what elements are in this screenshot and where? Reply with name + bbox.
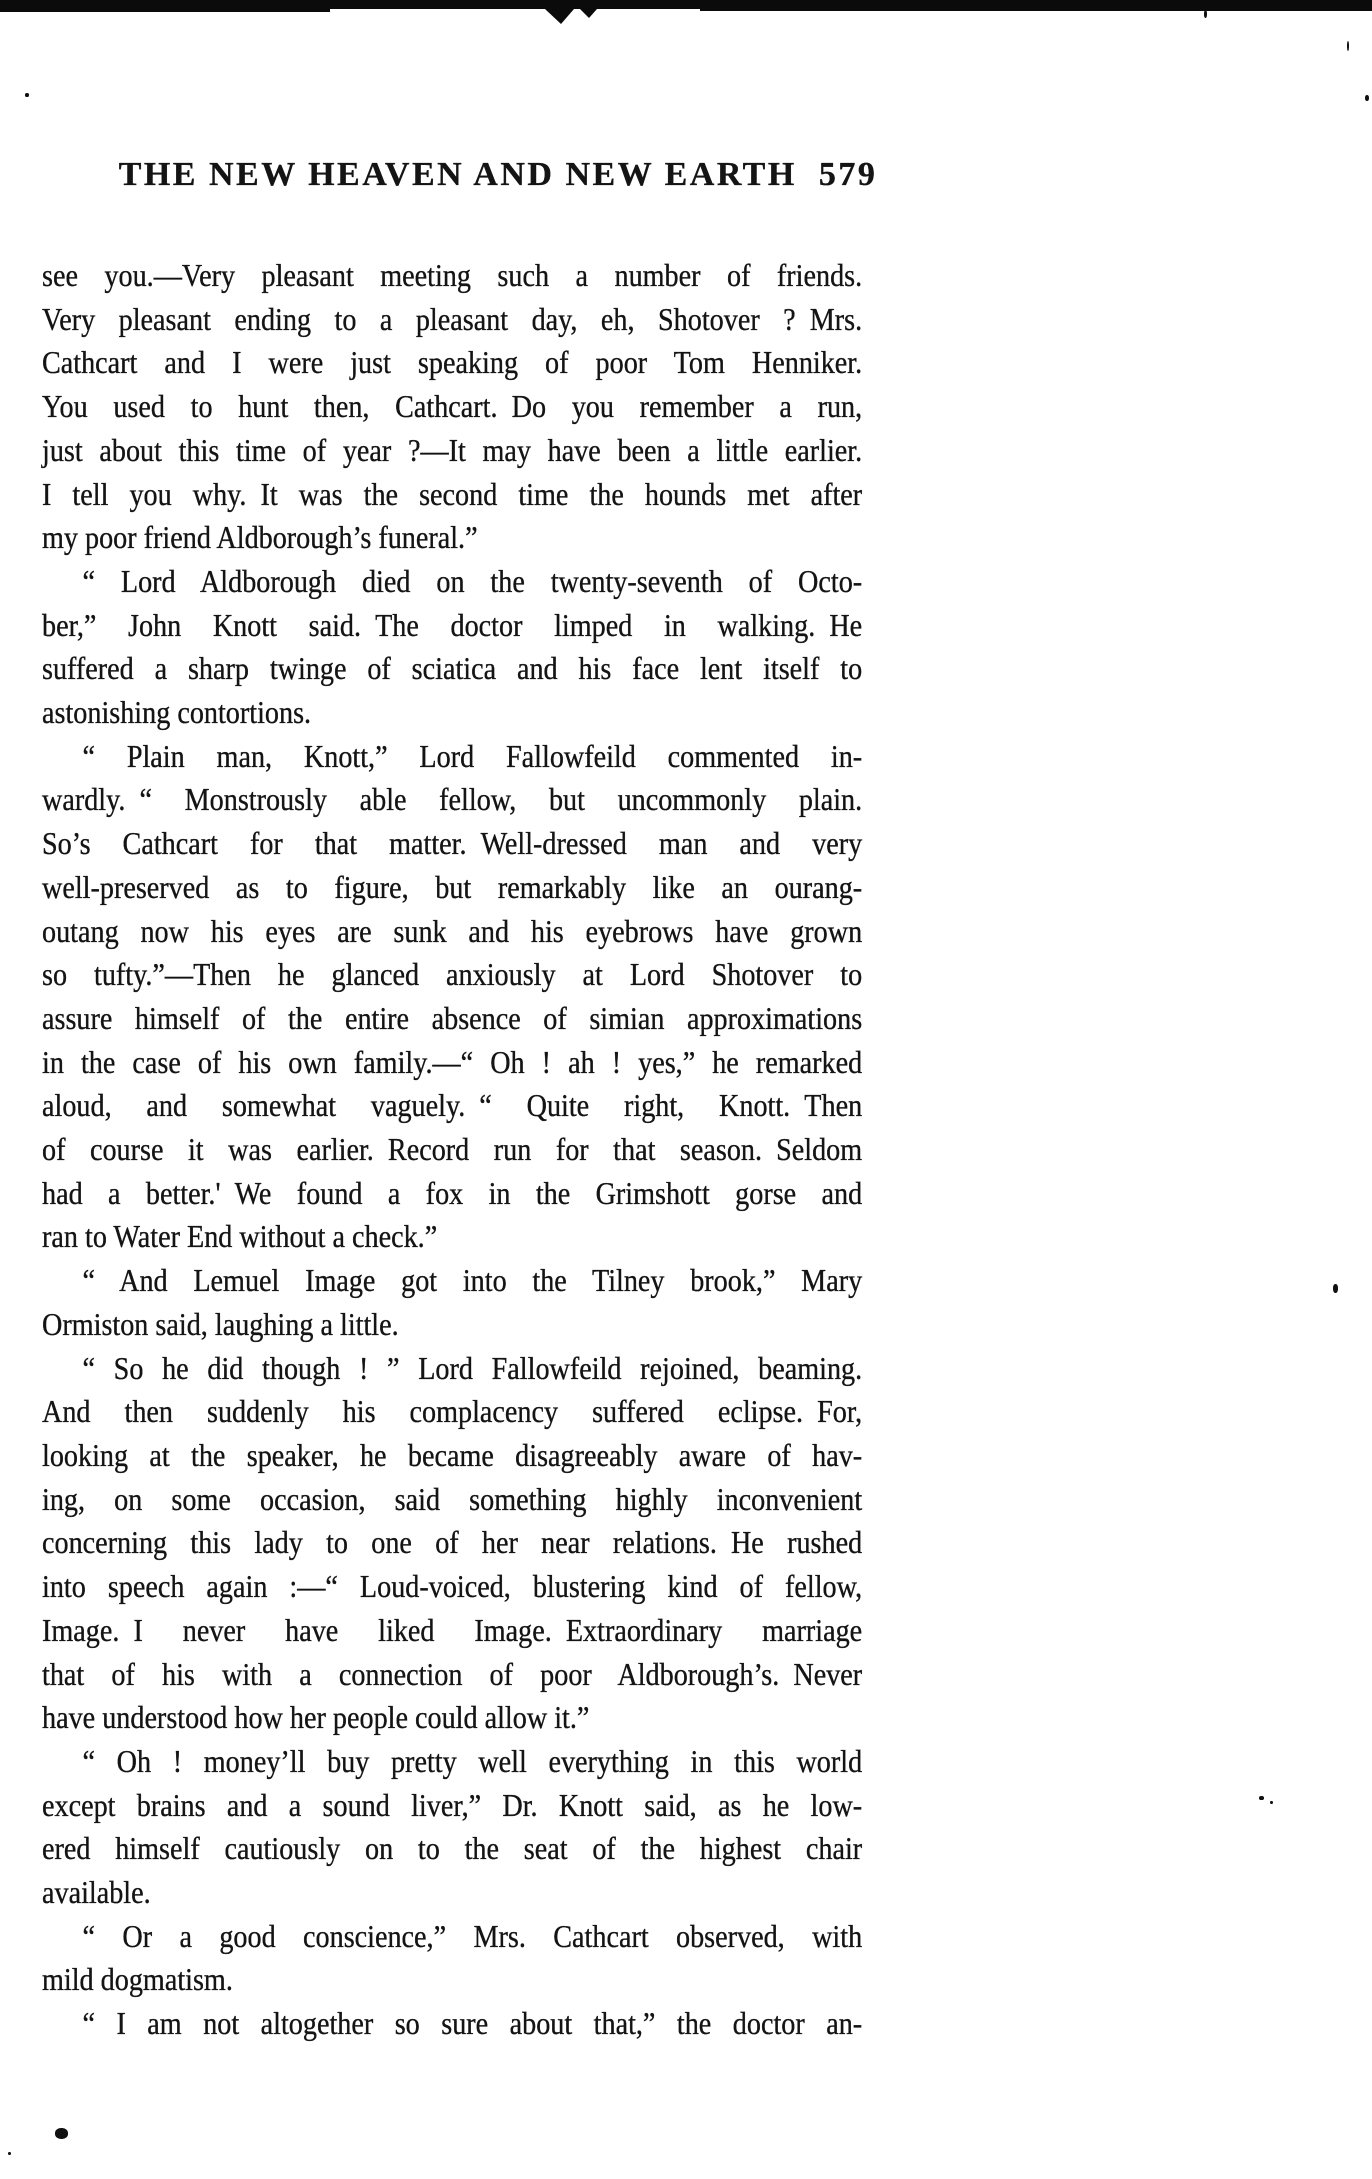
text-line: astonishing contortions. xyxy=(42,694,312,731)
scan-edge-artifact xyxy=(0,0,1372,9)
text-line: so tufty.”—Then he glanced anxiously at Lord Shotover to xyxy=(42,956,863,993)
text-line: So’s Cathcart for that matter. Well-dressed man and very xyxy=(42,825,863,862)
text-line: available. xyxy=(42,1874,151,1911)
text-line: “ So he did though ! ” Lord Fallowfeild rejoined, beaming. xyxy=(82,1349,863,1386)
text-line: “ Lord Aldborough died on the twenty-seventh of Octo- xyxy=(82,562,863,599)
text-line: Ormiston said, laughing a little. xyxy=(42,1305,399,1342)
text-line: just about this time of year ?—It may have been a little earlier. xyxy=(42,431,863,468)
ink-speck xyxy=(1270,1801,1273,1804)
text-line: wardly. “ Monstrously able fellow, but uncommonly plain. xyxy=(42,781,863,818)
text-line: “ Plain man, Knott,” Lord Fallowfeild commented in- xyxy=(82,737,863,774)
text-line: that of his with a connection of poor Aldborough’s. Never xyxy=(42,1655,863,1692)
running-title: THE NEW HEAVEN AND NEW EARTH xyxy=(118,156,797,193)
text-line: assure himself of the entire absence of simian approximations xyxy=(42,999,863,1036)
page-body xyxy=(42,254,862,2046)
ink-speck xyxy=(1365,95,1369,101)
text-line: in the case of his own family.—“ Oh ! ah ! yes,” he remarked xyxy=(42,1043,863,1080)
text-line: mild dogmatism. xyxy=(42,1961,233,1998)
scan-edge-artifact xyxy=(545,9,574,24)
text-line: of course it was earlier. Record run for that season. Seldom xyxy=(42,1131,863,1168)
text-line: into speech again :—“ Loud-voiced, blustering kind of fellow, xyxy=(42,1568,863,1605)
text-line: my poor friend Aldborough’s funeral.” xyxy=(42,519,478,556)
scan-edge-artifact xyxy=(0,9,330,12)
text-line: I tell you why. It was the second time the hounds met after xyxy=(42,475,863,512)
text-line: had a better.' We found a fox in the Grimshott gorse and xyxy=(42,1174,863,1211)
text-line: ran to Water End without a check.” xyxy=(42,1218,438,1255)
text-line: suffered a sharp twinge of sciatica and his face lent itself to xyxy=(42,650,863,687)
text-line: “ Oh ! money’ll buy pretty well everything in this world xyxy=(82,1742,863,1779)
text-line: see you.—Very pleasant meeting such a number of friends. xyxy=(42,257,863,293)
page-number: 579 xyxy=(818,156,878,193)
ink-speck xyxy=(1333,1284,1338,1293)
ink-speck xyxy=(1204,10,1207,18)
text-line: And then suddenly his complacency suffered eclipse. For, xyxy=(42,1393,863,1430)
text-line: “ And Lemuel Image got into the Tilney brook,” Mary xyxy=(82,1262,863,1299)
ink-speck xyxy=(55,2128,68,2139)
text-line: outang now his eyes are sunk and his eyebrows have grown xyxy=(42,912,863,949)
text-line: ber,” John Knott said. The doctor limped in walking. He xyxy=(42,606,863,643)
text-line: “ Or a good conscience,” Mrs. Cathcart observed, with xyxy=(82,1917,863,1954)
ink-speck xyxy=(1259,1796,1264,1800)
text-line: You used to hunt then, Cathcart. Do you remember a run, xyxy=(42,388,863,425)
text-line: Very pleasant ending to a pleasant day, eh, Shotover ? Mrs. xyxy=(42,300,863,337)
text-line: concerning this lady to one of her near relations. He rushed xyxy=(42,1524,863,1561)
text-line: aloud, and somewhat vaguely. “ Quite right, Knott. Then xyxy=(42,1087,863,1124)
scan-edge-artifact xyxy=(580,9,597,18)
ink-speck xyxy=(1347,41,1349,51)
text-line: Image. I never have liked Image. Extraordinary marriage xyxy=(42,1611,863,1648)
text-line: have understood how her people could allow it.” xyxy=(42,1699,590,1736)
ink-speck xyxy=(25,93,29,97)
scan-edge-artifact xyxy=(700,9,1372,11)
text-line: Cathcart and I were just speaking of poor Tom Henniker. xyxy=(42,344,863,381)
page-header xyxy=(42,156,908,194)
ink-speck xyxy=(8,2152,11,2155)
text-line: except brains and a sound liver,” Dr. Knott said, as he low- xyxy=(42,1786,863,1823)
text-line: ered himself cautiously on to the seat of the highest chair xyxy=(42,1830,863,1867)
text-line: “ I am not altogether so sure about that,” the doctor an- xyxy=(82,2005,863,2042)
text-line: ing, on some occasion, said something highly inconvenient xyxy=(42,1480,863,1517)
text-line: well-preserved as to figure, but remarkably like an ourang- xyxy=(42,868,863,905)
text-line: looking at the speaker, he became disagreeably aware of hav- xyxy=(42,1436,863,1473)
